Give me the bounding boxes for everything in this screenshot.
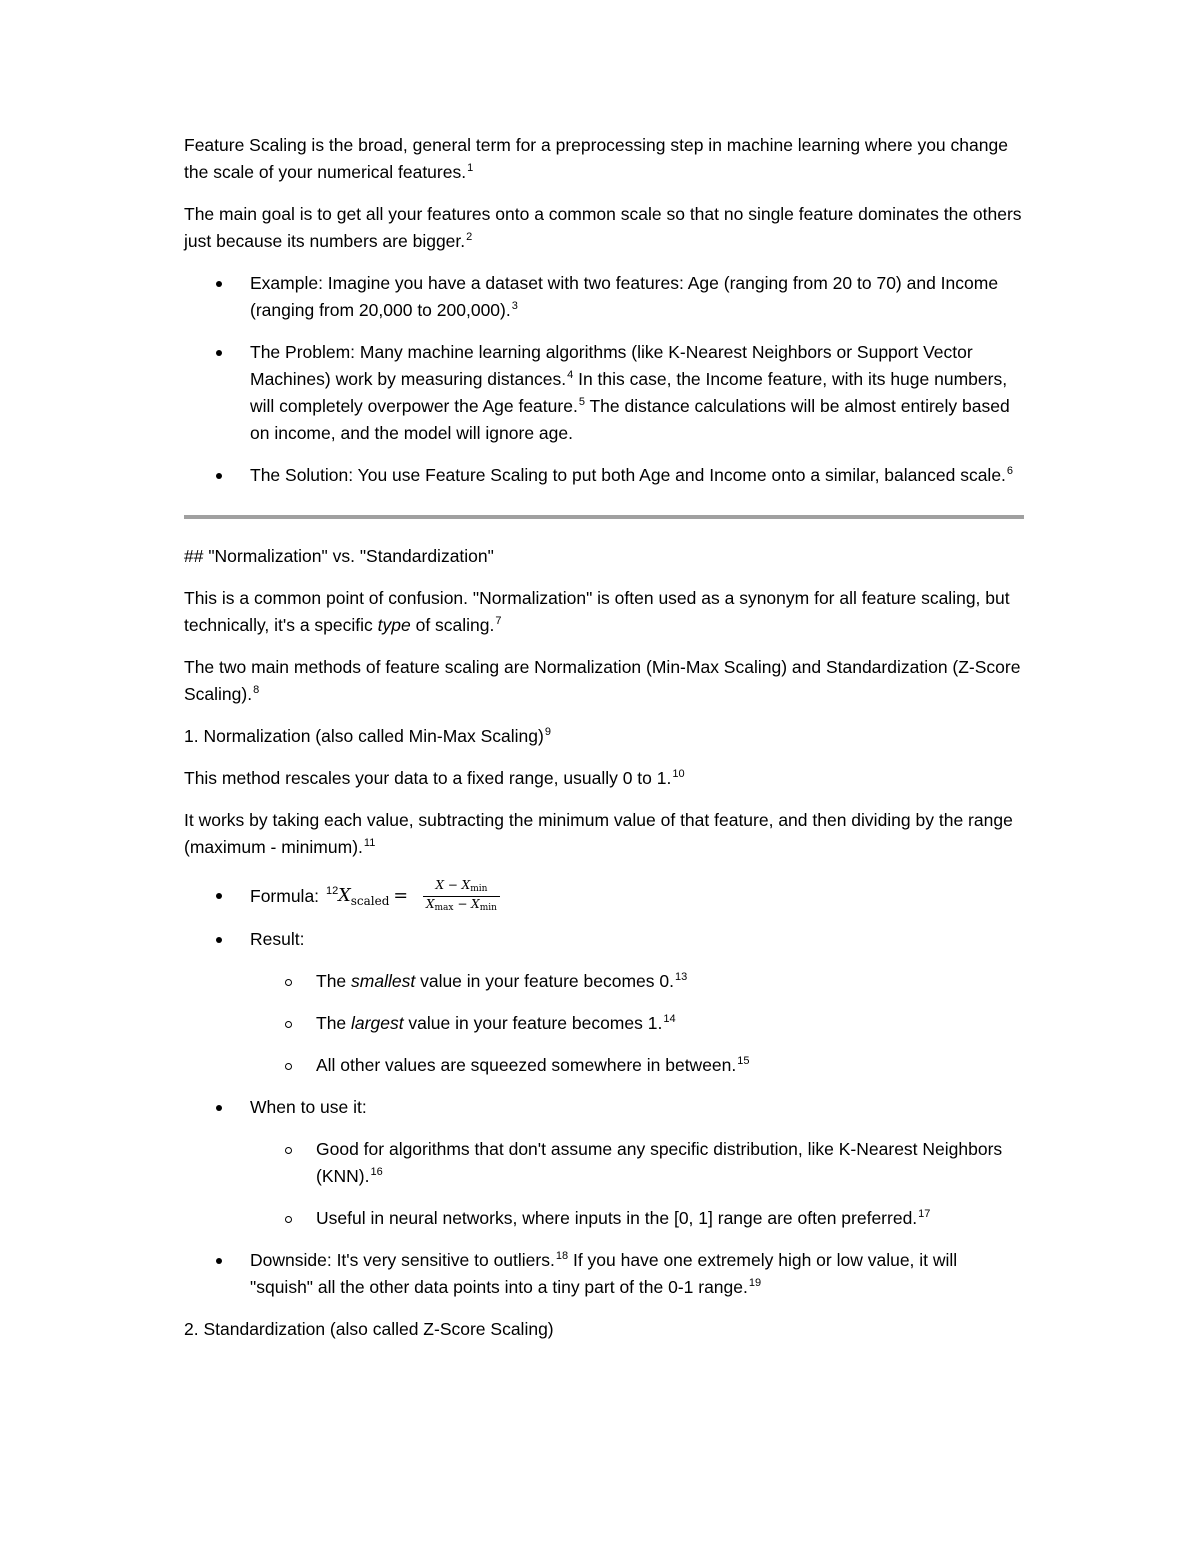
formula-row xyxy=(250,876,1024,916)
section-text-1a: This is a common point of confusion. "Normalization" is often used as a synonym for all feature scaling, but technically, it's a specific xyxy=(184,588,1010,635)
footnote-ref: 8 xyxy=(253,684,260,696)
formula-denominator-subscript-b: min xyxy=(479,902,497,913)
formula-denominator-text-a: X xyxy=(425,896,435,911)
formula-denominator-subscript-a: max xyxy=(434,902,454,913)
footnote-ref: 15 xyxy=(737,1055,750,1067)
footnote-ref: 19 xyxy=(748,1277,762,1289)
intro-paragraph-1 xyxy=(184,132,1024,186)
section-paragraph-1 xyxy=(184,585,1024,639)
result-text-2a: The xyxy=(316,1013,352,1033)
list-item-result xyxy=(184,926,1024,953)
sublist-item-knn xyxy=(184,1136,1024,1190)
result-label: Result: xyxy=(250,929,305,949)
footnote-ref: 11 xyxy=(363,837,376,849)
normalization-text-1: This method rescales your data to a fixed range, usually 0 to 1. xyxy=(184,768,672,788)
list-item-downside xyxy=(184,1247,1024,1301)
normalization-heading xyxy=(184,723,1024,750)
bullet-icon xyxy=(216,937,222,943)
section-paragraph-2 xyxy=(184,654,1024,708)
formula-denominator xyxy=(423,897,500,915)
formula-fraction xyxy=(423,878,500,915)
list-item-example xyxy=(184,270,1024,324)
formula-equals: = xyxy=(393,885,409,906)
sublist-item-smallest xyxy=(184,968,1024,995)
footnote-ref: 17 xyxy=(918,1208,931,1220)
normalization-heading-text: 1. Normalization (also called Min-Max Scaling) xyxy=(184,726,544,746)
footnote-ref: 4 xyxy=(567,369,574,381)
sublist-item-between xyxy=(184,1052,1024,1079)
footnote-ref: 7 xyxy=(495,615,502,627)
document-body xyxy=(184,132,1024,1358)
footnote-ref: 16 xyxy=(370,1166,383,1178)
result-text-3: All other values are squeezed somewhere in between. xyxy=(316,1055,737,1075)
normalization-paragraph-1 xyxy=(184,765,1024,792)
standardization-heading: 2. Standardization (also called Z-Score Scaling) xyxy=(184,1319,554,1339)
circle-bullet-icon xyxy=(285,1063,292,1070)
bullet-icon xyxy=(216,473,222,479)
result-text-1b: value in your feature becomes 0. xyxy=(415,971,674,991)
footnote-ref: 10 xyxy=(672,768,685,780)
footnote-ref: 1 xyxy=(467,162,474,174)
formula-subscript: scaled xyxy=(350,893,390,908)
formula-numerator-text: X − X xyxy=(435,877,471,892)
section-text-1b: of scaling. xyxy=(410,615,495,635)
footnote-ref: 5 xyxy=(578,396,585,408)
bullet-icon xyxy=(216,893,222,899)
when-text-1: Good for algorithms that don't assume any specific distribution, like K-Nearest Neighbors (KNN). xyxy=(316,1139,1003,1186)
footnote-ref: 9 xyxy=(544,726,551,738)
footnote-ref: 12 xyxy=(326,884,339,897)
problem-text-a: The Problem: Many machine learning algorithms (like K-Nearest Neighbors or Support Vector Machines) work by measuring distances. xyxy=(250,342,973,389)
footnote-ref: 14 xyxy=(663,1013,676,1025)
formula-variable: X xyxy=(338,885,351,906)
circle-bullet-icon xyxy=(285,1021,292,1028)
bullet-icon xyxy=(216,281,222,287)
intro-paragraph-2 xyxy=(184,201,1024,255)
bullet-icon xyxy=(216,1258,222,1264)
bullet-icon xyxy=(216,350,222,356)
footnote-ref: 13 xyxy=(674,971,688,983)
formula-numerator-subscript: min xyxy=(470,883,488,894)
downside-text-b: If you have one extremely high or low value, it will "squish" all the other data points into a tiny part of the 0-1 range. xyxy=(250,1250,958,1297)
circle-bullet-icon xyxy=(285,1216,292,1223)
horizontal-divider xyxy=(184,515,1024,519)
when-label: When to use it: xyxy=(250,1097,367,1117)
circle-bullet-icon xyxy=(285,1147,292,1154)
footnote-ref: 18 xyxy=(555,1250,569,1262)
formula-denominator-text-b: − X xyxy=(453,896,480,911)
list-item-when xyxy=(184,1094,1024,1121)
footnote-ref: 2 xyxy=(466,231,473,243)
solution-text: The Solution: You use Feature Scaling to put both Age and Income onto a similar, balanced scale. xyxy=(250,465,1006,485)
result-emphasis-1: smallest xyxy=(351,971,416,991)
footnote-ref: 6 xyxy=(1006,465,1014,477)
sublist-item-neural xyxy=(184,1205,1024,1232)
section-emphasis: type xyxy=(377,615,411,635)
list-item-problem xyxy=(184,339,1024,447)
footnote-ref: 3 xyxy=(511,300,518,312)
downside-text-a: Downside: It's very sensitive to outliers. xyxy=(250,1250,555,1270)
example-text: Example: Imagine you have a dataset with two features: Age (ranging from 20 to 70) and Income (ranging from 20,000 to 200,000). xyxy=(250,273,999,320)
normalization-text-2: It works by taking each value, subtracting the minimum value of that feature, and then dividing by the range (maximum - minimum). xyxy=(184,810,1013,857)
bullet-icon xyxy=(216,1105,222,1111)
list-item-formula xyxy=(184,876,1024,916)
result-emphasis-2: largest xyxy=(351,1013,404,1033)
circle-bullet-icon xyxy=(285,979,292,986)
result-text-2b: value in your feature becomes 1. xyxy=(403,1013,663,1033)
list-item-solution xyxy=(184,462,1024,489)
sublist-item-largest xyxy=(184,1010,1024,1037)
formula-expression xyxy=(325,878,500,915)
normalization-paragraph-2 xyxy=(184,807,1024,861)
problem-text-b: In this case, the Income feature, with its huge numbers, will completely overpower the Age feature. xyxy=(250,369,1008,416)
formula-label: Formula: xyxy=(250,885,320,906)
section-heading: ## "Normalization" vs. "Standardization" xyxy=(184,546,494,566)
problem-text-c: The distance calculations will be almost entirely based on income, and the model will ignore age. xyxy=(250,396,1010,443)
section-text-2: The two main methods of feature scaling are Normalization (Min-Max Scaling) and Standardization (Z-Score Scaling). xyxy=(184,657,1021,704)
intro-text-1: Feature Scaling is the broad, general term for a preprocessing step in machine learning where you change the scale of your numerical features. xyxy=(184,135,1008,182)
formula-numerator xyxy=(432,878,490,896)
result-text-1a: The xyxy=(316,971,352,991)
intro-text-2: The main goal is to get all your features onto a common scale so that no single feature dominates the others just because its numbers are bigger. xyxy=(184,204,1022,251)
when-text-2: Useful in neural networks, where inputs in the [0, 1] range are often preferred. xyxy=(316,1208,918,1228)
